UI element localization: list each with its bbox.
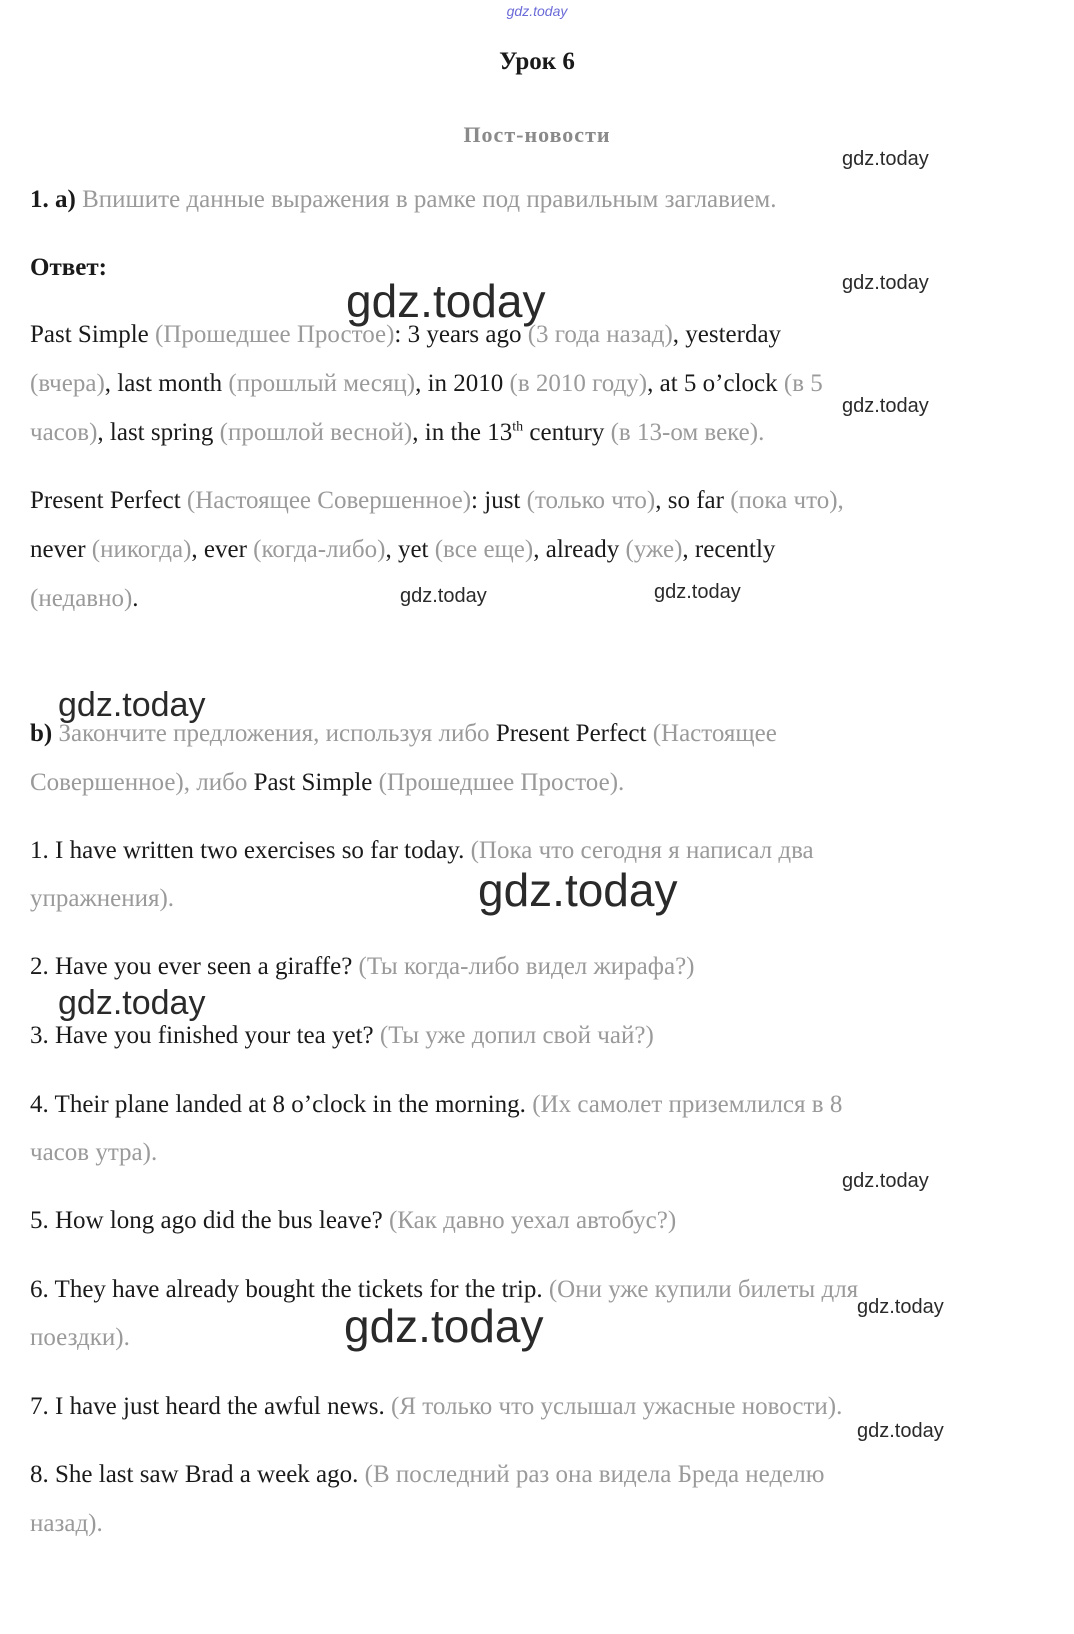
sentence-6: 6. They have already bought the tickets for the trip. (Они уже купили билеты для (30, 1276, 859, 1303)
sentence-8: 8. She last saw Brad a week ago. (В последний раз она видела Бреда неделю (30, 1461, 825, 1488)
watermark: gdz.today (842, 148, 929, 170)
watermark: gdz.today (842, 272, 929, 294)
sentence-6-cont: поездки). (30, 1324, 130, 1351)
sentence-4: 4. Their plane landed at 8 o’clock in the morning. (Их самолет приземлился в 8 (30, 1091, 843, 1118)
sentence-4-cont: часов утра). (30, 1139, 158, 1166)
sentence-5: 5. How long ago did the bus leave? (Как давно уехал автобус?) (30, 1207, 677, 1234)
past-simple-line-2: (вчера), last month (прошлый месяц), in 2010 (в 2010 году), at 5 o’clock (в 5 (30, 370, 823, 397)
watermark: gdz.today (344, 1300, 544, 1352)
present-perfect-line-1: Present Perfect (Настоящее Совершенное): just (только что), so far (пока что), (30, 487, 844, 514)
watermark: gdz.today (478, 864, 678, 916)
lesson-title: Урок 6 (499, 48, 575, 75)
present-perfect-line-2: never (никогда), ever (когда-либо), yet (все еще), already (уже), recently (30, 536, 776, 563)
watermark: gdz.today (654, 581, 741, 603)
present-perfect-line-3: (недавно). (30, 585, 139, 612)
sentence-8-cont: назад). (30, 1510, 103, 1537)
watermark: gdz.today (857, 1420, 944, 1442)
task-1b-line-2: Совершенное), либо Past Simple (Прошедшее Простое). (30, 769, 625, 796)
top-watermark: gdz.today (506, 3, 568, 19)
task-1b-line-1: b) Закончите предложения, используя либо Present Perfect (Настоящее (30, 720, 777, 747)
watermark: gdz.today (842, 395, 929, 417)
watermark: gdz.today (857, 1296, 944, 1318)
sentence-1-cont: упражнения). (30, 885, 175, 912)
sentence-2: 2. Have you ever seen a giraffe? (Ты когда-либо видел жирафа?) (30, 953, 695, 980)
lesson-subtitle: Пост-новости (463, 122, 611, 147)
watermark: gdz.today (842, 1170, 929, 1192)
task-1a-instruction (30, 185, 777, 215)
watermark: gdz.today (58, 984, 206, 1022)
sentence-1: 1. I have written two exercises so far today. (Пока что сегодня я написал два (30, 837, 814, 864)
watermark: gdz.today (346, 275, 546, 327)
watermark: gdz.today (58, 686, 206, 724)
answer-label: Ответ: (30, 254, 107, 281)
watermark: gdz.today (400, 585, 487, 607)
past-simple-line-3: часов), last spring (прошлой весной), in the 13th century (в 13-ом веке). (30, 419, 765, 446)
past-simple-line-1: Past Simple (Прошедшее Простое): 3 years ago (3 года назад), yesterday (30, 321, 782, 348)
sentence-3: 3. Have you finished your tea yet? (Ты уже допил свой чай?) (30, 1022, 654, 1049)
sentence-7: 7. I have just heard the awful news. (Я только что услышал ужасные новости). (30, 1393, 843, 1420)
task-text: Впишите данные выражения в рамке под правильным заглавием. (82, 186, 777, 213)
task-number: 1. a) (30, 186, 76, 213)
